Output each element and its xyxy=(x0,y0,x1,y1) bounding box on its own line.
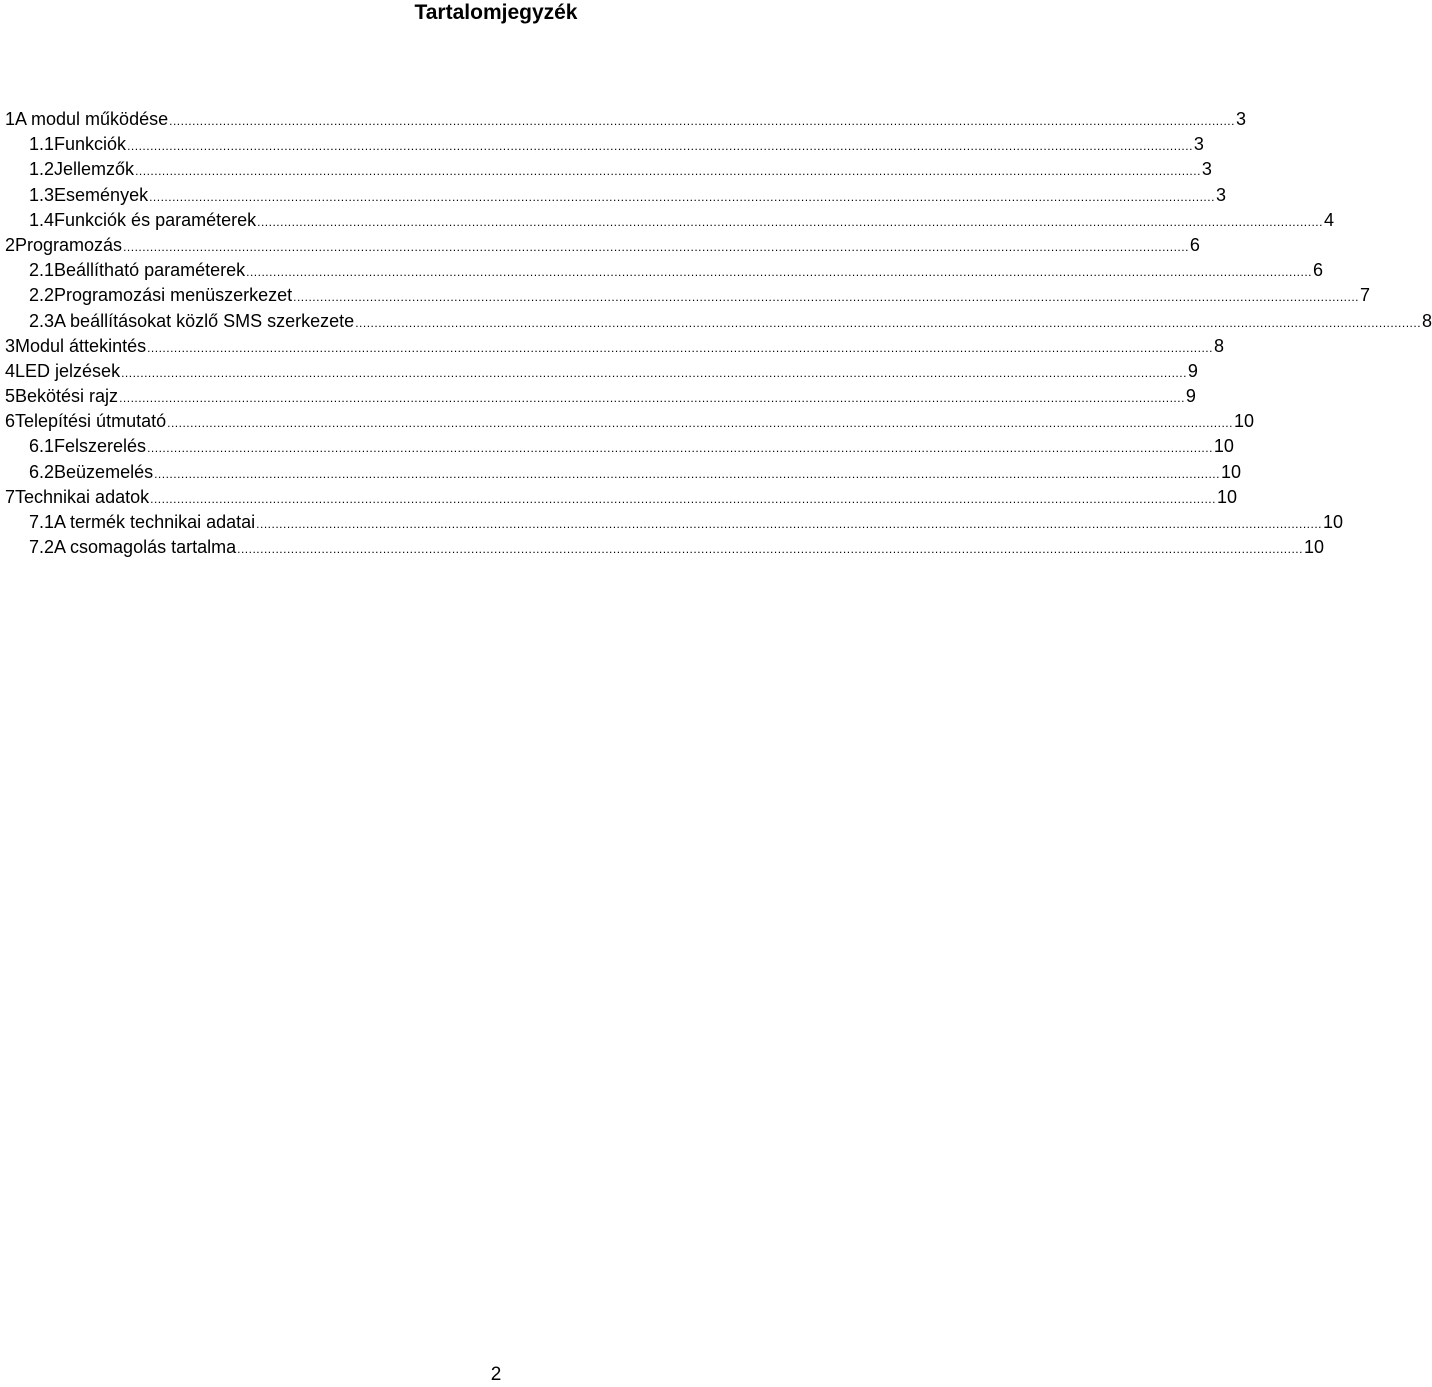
toc-entry-label: A csomagolás tartalma xyxy=(54,537,237,558)
toc-entry-number: 1 xyxy=(5,109,16,129)
toc-entry[interactable] xyxy=(5,107,1246,132)
toc-leader-dots xyxy=(123,235,1189,260)
toc-entry-page: 10 xyxy=(1220,461,1241,482)
toc-entry-number: 6.2 xyxy=(29,461,55,482)
toc-entry[interactable] xyxy=(5,510,1344,535)
toc-entry-label: Telepítési útmutató xyxy=(15,411,167,432)
toc-entry-label: A beállításokat közlő SMS szerkezete xyxy=(54,310,355,331)
toc-entry[interactable] xyxy=(5,283,1371,308)
toc-leader-dots xyxy=(121,361,1187,386)
toc-entry-number: 4 xyxy=(5,360,16,381)
toc-entry-number: 5 xyxy=(5,386,16,407)
table-of-contents xyxy=(5,107,1432,560)
toc-entry-number: 7.1 xyxy=(29,512,55,532)
toc-entry-page: 3 xyxy=(1235,109,1246,129)
toc-entry[interactable] xyxy=(5,183,1226,208)
toc-entry-page: 8 xyxy=(1213,335,1224,356)
page-title: Tartalomjegyzék xyxy=(414,1,578,24)
toc-entry-label: Funkciók és paraméterek xyxy=(54,209,257,230)
toc-entry-number: 1.4 xyxy=(29,209,55,230)
toc-leader-dots xyxy=(293,285,1359,310)
toc-entry-label: A modul működése xyxy=(15,109,169,129)
toc-entry-label: Események xyxy=(54,184,149,205)
toc-entry[interactable] xyxy=(5,460,1241,485)
toc-leader-dots xyxy=(135,159,1201,184)
toc-leader-dots xyxy=(246,260,1312,285)
toc-entry-page: 10 xyxy=(1233,411,1254,432)
toc-entry-page: 6 xyxy=(1313,260,1324,281)
toc-entry[interactable] xyxy=(5,258,1324,283)
toc-entry-number: 2.3 xyxy=(29,310,55,331)
toc-leader-dots xyxy=(257,210,1323,235)
toc-entry-label: Beüzemelés xyxy=(54,461,154,482)
toc-entry-page: 6 xyxy=(1189,234,1200,255)
toc-entry-page: 9 xyxy=(1187,360,1198,381)
toc-entry-number: 7.2 xyxy=(29,537,55,558)
toc-leader-dots xyxy=(355,311,1421,336)
toc-entry-number: 2.2 xyxy=(29,285,55,306)
toc-entry-number: 7 xyxy=(5,486,16,507)
toc-entry[interactable] xyxy=(5,233,1200,258)
toc-entry-number: 1.1 xyxy=(29,134,55,155)
toc-entry-label: Felszerelés xyxy=(54,436,147,457)
toc-entry[interactable] xyxy=(5,485,1237,510)
toc-entry-page: 10 xyxy=(1216,486,1237,507)
toc-entry[interactable] xyxy=(5,132,1204,157)
toc-entry-number: 1.3 xyxy=(29,184,55,205)
toc-entry-label: LED jelzések xyxy=(15,360,121,381)
toc-leader-dots xyxy=(256,512,1322,537)
toc-entry[interactable] xyxy=(5,409,1254,434)
toc-leader-dots xyxy=(149,185,1215,210)
toc-entry-label: Bekötési rajz xyxy=(15,386,119,407)
toc-entry-page: 9 xyxy=(1185,386,1196,407)
toc-entry-label: Programozás xyxy=(15,234,123,255)
toc-entry-page: 3 xyxy=(1215,184,1226,205)
toc-entry-label: Beállítható paraméterek xyxy=(54,260,246,281)
toc-leader-dots xyxy=(119,386,1185,411)
toc-entry[interactable] xyxy=(5,334,1224,359)
toc-entry-label: Jellemzők xyxy=(54,159,135,180)
toc-entry-page: 10 xyxy=(1303,537,1325,558)
toc-leader-dots xyxy=(127,134,1193,159)
toc-leader-dots xyxy=(150,487,1216,512)
toc-entry-page: 10 xyxy=(1323,512,1344,532)
page-number: 2 xyxy=(490,1364,502,1385)
toc-leader-dots xyxy=(154,462,1220,487)
toc-entry[interactable] xyxy=(5,434,1234,459)
toc-leader-dots xyxy=(167,411,1233,436)
toc-entry-page: 8 xyxy=(1422,310,1432,331)
toc-leader-dots xyxy=(169,109,1235,134)
toc-entry-page: 7 xyxy=(1360,285,1371,306)
toc-entry[interactable] xyxy=(5,208,1334,233)
toc-entry-label: Technikai adatok xyxy=(15,486,150,507)
toc-entry[interactable] xyxy=(5,384,1196,409)
toc-entry[interactable] xyxy=(5,359,1198,384)
toc-leader-dots xyxy=(237,537,1303,562)
toc-entry-number: 6.1 xyxy=(29,436,55,457)
toc-entry-label: Modul áttekintés xyxy=(15,335,147,356)
toc-entry-page: 10 xyxy=(1213,436,1234,457)
toc-entry[interactable] xyxy=(5,309,1432,334)
toc-entry-number: 1.2 xyxy=(29,159,55,180)
toc-entry-number: 3 xyxy=(5,335,16,356)
toc-entry-page: 3 xyxy=(1201,159,1212,180)
toc-entry-label: Programozási menüszerkezet xyxy=(54,285,293,306)
toc-entry-page: 3 xyxy=(1193,134,1204,155)
toc-entry[interactable] xyxy=(5,157,1212,182)
toc-leader-dots xyxy=(147,436,1213,461)
toc-entry-label: Funkciók xyxy=(54,134,127,155)
toc-entry-page: 4 xyxy=(1323,209,1334,230)
toc-entry-number: 2.1 xyxy=(29,260,55,281)
toc-entry-number: 2 xyxy=(5,234,16,255)
toc-entry-number: 6 xyxy=(5,411,16,432)
toc-entry[interactable] xyxy=(5,535,1325,560)
toc-entry-label: A termék technikai adatai xyxy=(54,512,256,532)
toc-leader-dots xyxy=(147,336,1213,361)
